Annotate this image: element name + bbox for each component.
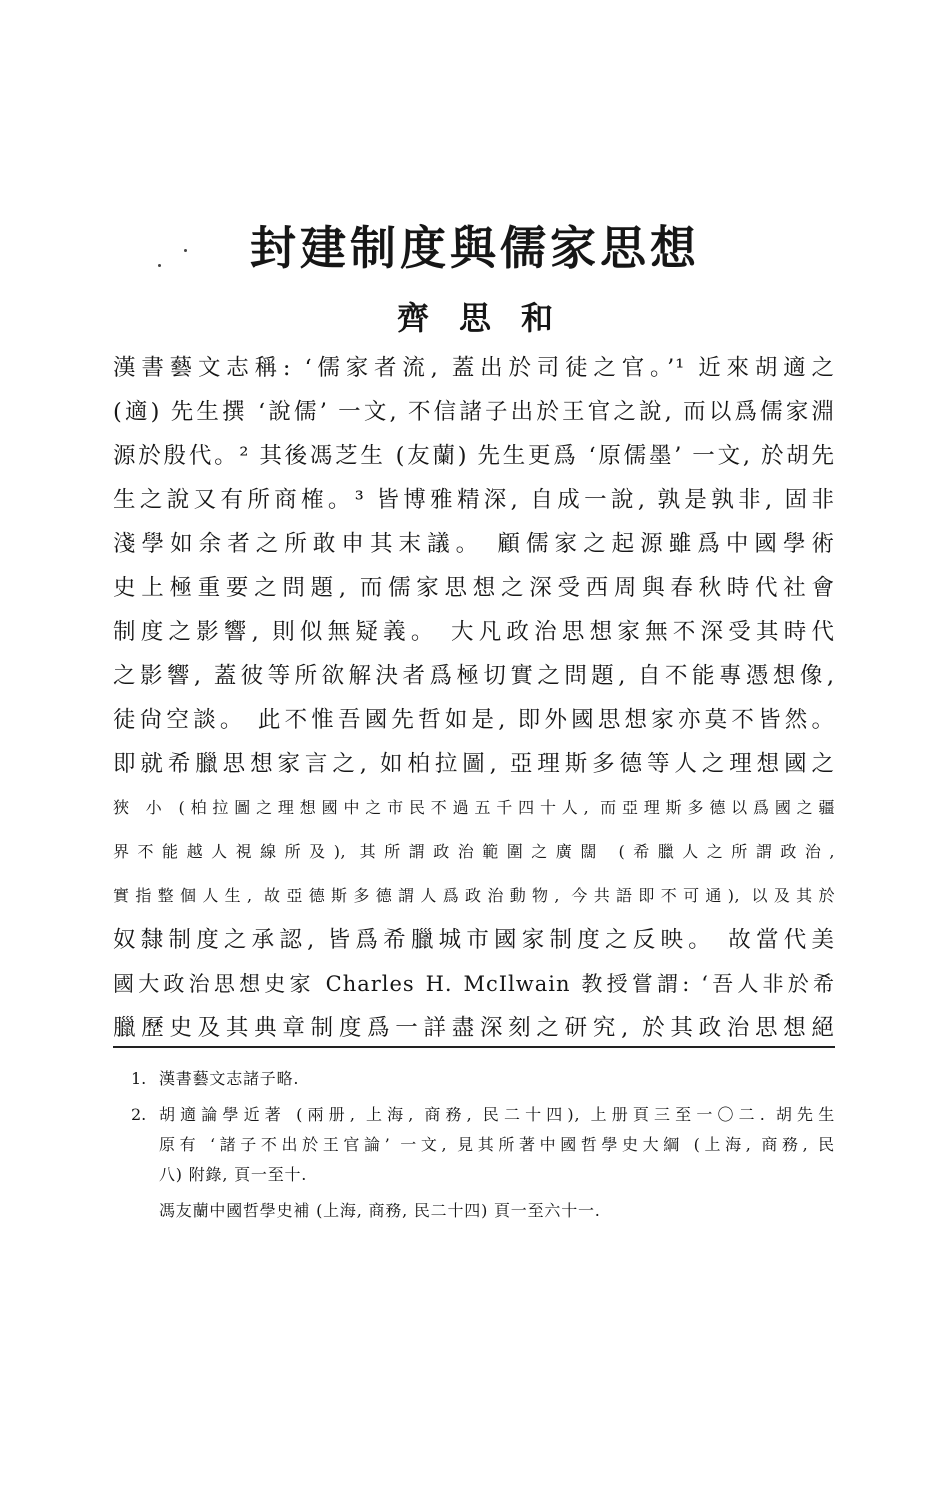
footnote-number: 2. — [131, 1105, 147, 1124]
footnote — [113, 1100, 835, 1190]
author-name: 齊思和 — [396, 299, 583, 337]
footnote-divider — [113, 1046, 835, 1048]
body-text — [113, 346, 835, 1050]
body-line: 徒尙空談。 此不惟吾國先哲如是, 即外國思想家亦莫不皆然。 — [113, 707, 835, 733]
body-line-inline-note: 狹 小 (柏拉圖之理想國中之市民不過五千四十人, 而亞理斯多德以爲國之疆 — [113, 798, 835, 817]
body-line: 史上極重要之問題, 而儒家思想之深受西周與春秋時代社會 — [113, 575, 835, 601]
body-line: 源於殷代。² 其後馮芝生 (友蘭) 先生更爲 ‘原儒墨’ 一文, 於胡先 — [113, 443, 835, 469]
body-line: 國大政治思想史家 Charles H. McIlwain 教授嘗謂: ‘吾人非於希 — [113, 972, 835, 996]
body-line-inline-note: 界不能越人視線所及), 其所謂政治範圍之廣闊 (希臘人之所謂政治, — [113, 842, 835, 861]
body-line: 即就希臘思想家言之, 如柏拉圖, 亞理斯多德等人之理想國之 — [113, 751, 835, 777]
body-line-inline-note: 實指整個人生, 故亞德斯多德謂人爲政治動物, 今共語即不可通), 以及其於 — [113, 886, 835, 905]
footnote-line: 馮友蘭中國哲學史補 (上海, 商務, 民二十四) 頁一至六十一. — [159, 1201, 601, 1220]
body-line: 生之說又有所商榷。³ 皆博雅精深, 自成一說, 孰是孰非, 固非 — [113, 487, 835, 513]
body-line: (適) 先生撰 ‘說儒’ 一文, 不信諸子出於王官之說, 而以爲儒家淵 — [113, 399, 835, 425]
article-title: 封建制度與儒家思想 — [250, 221, 700, 275]
body-line: 制度之影響, 則似無疑義。 大凡政治思想家無不深受其時代 — [113, 619, 835, 645]
footnotes — [113, 1064, 835, 1228]
body-line: 臘歷史及其典章制度爲一詳盡深刻之研究, 於其政治思想絕 — [113, 1015, 835, 1041]
body-line: 奴隸制度之承認, 皆爲希臘城市國家制度之反映。 故當代美 — [113, 927, 835, 953]
footnote-line: 八) 附錄, 頁一至十. — [159, 1165, 308, 1184]
body-line: 漢書藝文志稱: ‘儒家者流, 蓋出於司徒之官。’¹ 近來胡適之 — [113, 355, 835, 381]
footnote-number: 1. — [131, 1069, 147, 1088]
footnote-line: 胡適論學近著 (兩册, 上海, 商務, 民二十四), 上册頁三至一〇二. 胡先生 — [159, 1105, 835, 1124]
footnote-line: 漢書藝文志諸子略. — [159, 1069, 300, 1088]
footnote-line: 原有 ‘諸子不出於王官論’ 一文, 見其所著中國哲學史大綱 (上海, 商務, 民 — [159, 1135, 835, 1154]
footnote — [113, 1064, 835, 1094]
body-line: 淺學如余者之所敢申其末議。 顧儒家之起源雖爲中國學術 — [113, 531, 835, 557]
body-line: 之影響, 蓋彼等所欲解決者爲極切實之問題, 自不能專憑想像, — [113, 663, 835, 689]
